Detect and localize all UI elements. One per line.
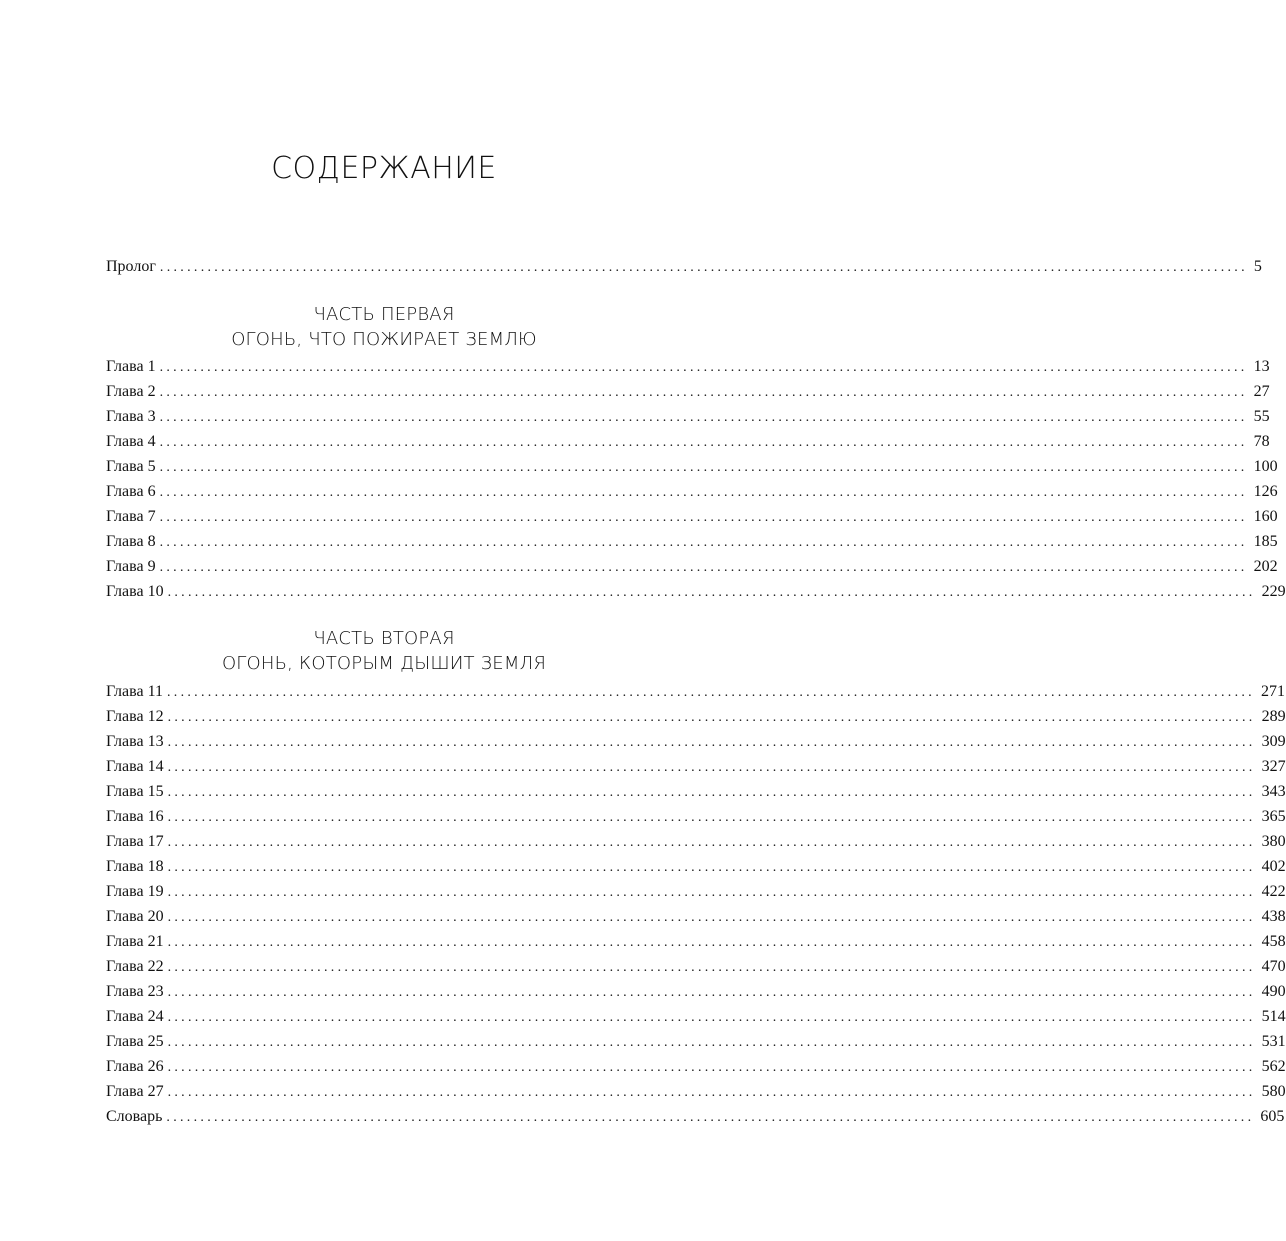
dot-leader: ................................................................................................................................................................ (167, 985, 1256, 1000)
toc-entry-chapter[interactable] (106, 379, 1270, 404)
dot-leader: ................................................................................................................................................................ (159, 535, 1248, 550)
toc-entry-chapter[interactable] (106, 779, 1286, 804)
entry-page-number: 55 (1253, 408, 1270, 425)
entry-label: Глава 21 (106, 933, 164, 950)
entry-page-number: 327 (1261, 758, 1286, 775)
entry-label: Глава 23 (106, 983, 164, 1000)
dot-leader: ................................................................................................................................................................ (167, 760, 1256, 775)
dot-leader: ................................................................................................................................................................ (166, 1110, 1255, 1125)
entry-label: Глава 5 (106, 458, 156, 475)
part-1-subtitle: ОГОНЬ, ЧТО ПОЖИРАЕТ ЗЕМЛЮ (231, 329, 537, 350)
dot-leader: ................................................................................................................................................................ (159, 560, 1248, 575)
entry-label: Глава 17 (106, 833, 164, 850)
entry-label: Глава 22 (106, 958, 164, 975)
entry-label: Глава 20 (106, 908, 164, 925)
toc-entry-chapter[interactable] (106, 429, 1270, 454)
toc-entry-chapter[interactable] (106, 804, 1286, 829)
entry-label: Глава 3 (106, 408, 156, 425)
entry-page-number: 185 (1253, 533, 1278, 550)
entry-label: Глава 10 (106, 583, 164, 600)
toc-entry-glossary[interactable] (106, 1104, 1285, 1129)
dot-leader: ................................................................................................................................................................ (167, 810, 1256, 825)
entry-page-number: 380 (1261, 833, 1286, 850)
entry-label: Глава 19 (106, 883, 164, 900)
toc-entry-chapter[interactable] (106, 729, 1286, 754)
dot-leader: ................................................................................................................................................................ (159, 260, 1248, 275)
toc-entry-chapter[interactable] (106, 504, 1278, 529)
entry-page-number: 470 (1261, 958, 1286, 975)
entry-page-number: 438 (1261, 908, 1286, 925)
entry-label: Глава 6 (106, 483, 156, 500)
dot-leader: ................................................................................................................................................................ (167, 835, 1256, 850)
dot-leader: ................................................................................................................................................................ (167, 1085, 1256, 1100)
part-2-heading: ЧАСТЬ ВТОРАЯ (313, 628, 455, 649)
entry-page-number: 126 (1253, 483, 1278, 500)
dot-leader: ................................................................................................................................................................ (167, 1035, 1256, 1050)
dot-leader: ................................................................................................................................................................ (167, 885, 1256, 900)
entry-label: Глава 9 (106, 558, 156, 575)
dot-leader: ................................................................................................................................................................ (167, 935, 1256, 950)
toc-entry-chapter[interactable] (106, 1029, 1286, 1054)
entry-page-number: 531 (1261, 1033, 1286, 1050)
entry-page-number: 422 (1261, 883, 1286, 900)
entry-label: Глава 18 (106, 858, 164, 875)
dot-leader: ................................................................................................................................................................ (159, 485, 1248, 500)
entry-page-number: 580 (1261, 1083, 1286, 1100)
entry-page-number: 100 (1253, 458, 1278, 475)
entry-page-number: 229 (1261, 583, 1286, 600)
dot-leader: ................................................................................................................................................................ (167, 585, 1256, 600)
entry-label: Глава 13 (106, 733, 164, 750)
entry-page-number: 13 (1253, 358, 1270, 375)
page-title: СОДЕРЖАНИЕ (271, 151, 497, 186)
dot-leader: ................................................................................................................................................................ (159, 435, 1248, 450)
toc-entry-chapter[interactable] (106, 754, 1286, 779)
entry-label: Глава 4 (106, 433, 156, 450)
entry-page-number: 289 (1261, 708, 1286, 725)
toc-entry-chapter[interactable] (106, 354, 1270, 379)
toc-entry-prologue[interactable] (106, 254, 1262, 279)
entry-page-number: 458 (1261, 933, 1286, 950)
part-1-heading: ЧАСТЬ ПЕРВАЯ (313, 304, 455, 325)
toc-entry-chapter[interactable] (106, 1079, 1286, 1104)
entry-label: Глава 8 (106, 533, 156, 550)
entry-page-number: 514 (1261, 1008, 1286, 1025)
toc-entry-chapter[interactable] (106, 454, 1278, 479)
toc-entry-chapter[interactable] (106, 704, 1286, 729)
entry-label: Глава 27 (106, 1083, 164, 1100)
toc-entry-chapter[interactable] (106, 1054, 1286, 1079)
entry-page-number: 78 (1253, 433, 1270, 450)
dot-leader: ................................................................................................................................................................ (159, 360, 1248, 375)
toc-entry-chapter[interactable] (106, 529, 1278, 554)
toc-entry-chapter[interactable] (106, 829, 1286, 854)
dot-leader: ................................................................................................................................................................ (159, 410, 1248, 425)
entry-page-number: 202 (1253, 558, 1278, 575)
entry-label: Глава 2 (106, 383, 156, 400)
entry-page-number: 402 (1261, 858, 1286, 875)
toc-entry-chapter[interactable] (106, 879, 1286, 904)
entry-label: Глава 14 (106, 758, 164, 775)
dot-leader: ................................................................................................................................................................ (159, 460, 1248, 475)
toc-entry-chapter[interactable] (106, 404, 1270, 429)
entry-label: Глава 7 (106, 508, 156, 525)
toc-entry-chapter[interactable] (106, 979, 1286, 1004)
entry-page-number: 365 (1261, 808, 1286, 825)
dot-leader: ................................................................................................................................................................ (167, 910, 1256, 925)
dot-leader: ................................................................................................................................................................ (159, 510, 1248, 525)
entry-label: Глава 25 (106, 1033, 164, 1050)
toc-entry-chapter[interactable] (106, 954, 1286, 979)
entry-page-number: 562 (1261, 1058, 1286, 1075)
entry-label: Глава 15 (106, 783, 164, 800)
toc-entry-chapter[interactable] (106, 579, 1286, 604)
toc-entry-chapter[interactable] (106, 854, 1286, 879)
dot-leader: ................................................................................................................................................................ (167, 960, 1256, 975)
entry-label: Глава 12 (106, 708, 164, 725)
entry-label: Глава 16 (106, 808, 164, 825)
dot-leader: ................................................................................................................................................................ (167, 1060, 1256, 1075)
entry-page-number: 605 (1260, 1108, 1285, 1125)
entry-page-number: 5 (1253, 258, 1262, 275)
toc-entry-chapter[interactable] (106, 929, 1286, 954)
dot-leader: ................................................................................................................................................................ (167, 1010, 1256, 1025)
entry-label: Глава 11 (106, 683, 163, 700)
dot-leader: ................................................................................................................................................................ (166, 685, 1255, 700)
entry-page-number: 27 (1253, 383, 1270, 400)
entry-label: Словарь (106, 1108, 163, 1125)
entry-page-number: 309 (1261, 733, 1286, 750)
entry-label: Пролог (106, 258, 156, 275)
part-2-subtitle: ОГОНЬ, КОТОРЫМ ДЫШИТ ЗЕМЛЯ (221, 653, 547, 674)
toc-entry-chapter[interactable] (106, 554, 1278, 579)
entry-page-number: 343 (1261, 783, 1286, 800)
dot-leader: ................................................................................................................................................................ (167, 785, 1256, 800)
toc-entry-chapter[interactable] (106, 479, 1278, 504)
entry-label: Глава 24 (106, 1008, 164, 1025)
entry-page-number: 271 (1260, 683, 1285, 700)
toc-entry-chapter[interactable] (106, 1004, 1286, 1029)
dot-leader: ................................................................................................................................................................ (167, 710, 1256, 725)
entry-label: Глава 26 (106, 1058, 164, 1075)
toc-entry-chapter[interactable] (106, 904, 1286, 929)
entry-page-number: 490 (1261, 983, 1286, 1000)
entry-label: Глава 1 (106, 358, 156, 375)
dot-leader: ................................................................................................................................................................ (167, 860, 1256, 875)
dot-leader: ................................................................................................................................................................ (167, 735, 1256, 750)
dot-leader: ................................................................................................................................................................ (159, 385, 1248, 400)
toc-entry-chapter[interactable] (106, 679, 1285, 704)
entry-page-number: 160 (1253, 508, 1278, 525)
